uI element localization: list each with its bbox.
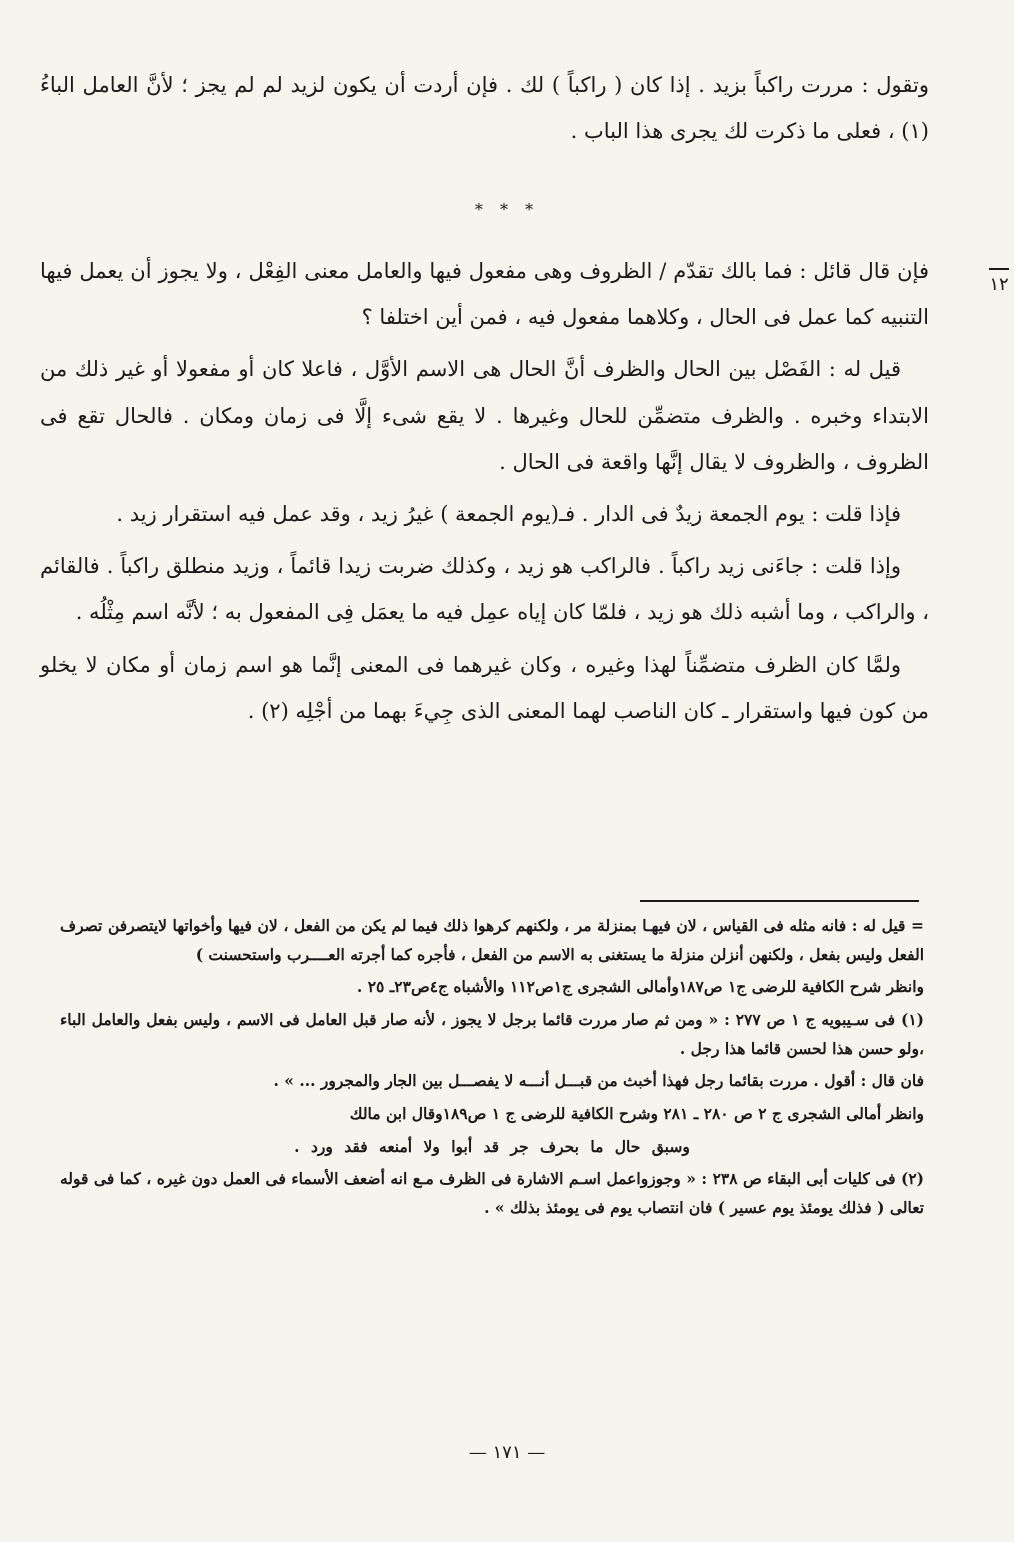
footnote-reference-1: وانظر شرح الكافية للرضى ج١ ص١٨٧وأمالى الشجرى ج١ص١١٢ والأشباه ج٤ص٢٣ـ ٢٥ . <box>356 977 924 997</box>
footnote-2: (٢) فى كليات أبى البقاء ص ٢٣٨ : « وجوزواعمل اسـم الاشارة فى الظرف مـع انه أضعف الأسماء فى العمل دون غيره ، كما فى قوله تعالى ( فذلك يومئذ يوم عسير ) فان انتصاب يوم فى يومئذ بذلك » . <box>60 1169 925 1218</box>
main-paragraph-2: فإن قال قائل : فما بالك تقدّم / الظروف وهى مفعول فيها والعامل معنى الفِعْل ، ولا يجوز أن يعمل فيها التنبيه كما عمل فى الحال ، وكلاهما مفعول فيه ، فمن أين اختلفا ؟ <box>40 259 929 330</box>
footnote-1-verse: وسبق حال ما بحرف جر قد أبوا ولا أمنعه فقد ورد . <box>294 1136 690 1156</box>
footnote-1-reference: وانظر أمالى الشجرى ج ٢ ص ٢٨٠ ـ ٢٨١ وشرح الكافية للرضى ج ١ ص١٨٩وقال ابن مالك <box>349 1104 924 1124</box>
main-text-block-2 <box>40 248 929 740</box>
main-paragraph-5: وإذا قلت : جاءَنى زيد راكباً . فالراكب هو زيد ، وكذلك ضربت زيدا قائماً ، وزيد منطلق راكباً . فالقائم ، والراكب ، وما أشبه ذلك هو زيد ، فلمّا كان إياه عمِل فيه ما يعمَل فِى المفعول به ؛ لأنَّه اسم مِثْلُه . <box>40 554 929 625</box>
footnote-1-continuation: فان قال : أقول . مررت بقائما رجل فهذا أخبث من قبـــل أنـــه لا يفصـــل بين الجار والمجرور ... » . <box>273 1071 924 1091</box>
page-number: — ١٧١ — <box>468 1442 546 1463</box>
footnote-continuation: = قيل له : فانه مثله فى القياس ، لان فيهـا بمنزلة مر ، ولكنهم كرهوا ذلك فيما لم يكن من الفعل ، لان فيها وأخواتها لايتصرفن تصرف الفعل وليس بفعل ، ولكنهن أنزلن منزلة ما يستغنى به الاسم من الفعل ، فأجره كما أجرته العــــرب واستحسنت ) <box>60 916 924 964</box>
margin-page-number-text: ١٢ <box>989 274 1009 295</box>
main-paragraph-6: ولمَّا كان الظرف متضمِّناً لهذا وغيره ، وكان غيرهما فى المعنى إنَّما هو اسم زمان أو مكان لا يخلو من كون فيها واستقرار ـ كان الناصب لهما المعنى الذى جِيءَ بهما من أجْلِه (٢) . <box>40 652 929 723</box>
section-separator: * * * <box>474 200 540 219</box>
footnote-divider <box>640 900 919 902</box>
margin-page-number <box>988 262 1010 295</box>
footnotes <box>60 912 924 1227</box>
main-text-block-1 <box>40 62 929 160</box>
main-paragraph-1: وتقول : مررت راكباً بزيد . إذا كان ( راكباً ) لك . فإن أردت أن يكون لزيد لم لم يجز ؛ لأنَّ العامل الباءُ (١) ، فعلى ما ذكرت لك يجرى هذا الباب . <box>40 73 929 144</box>
footnote-1: (١) فى سـيبويه ج ١ ص ٢٧٧ : « ومن ثم صار مررت قائما برجل لا يجوز ، لأنه صار قبل العامل فى الاسم ، وليس بفعل والعامل الباء ،ولو حسن هذا لحسن قائما هذا رجل . <box>60 1010 924 1058</box>
main-paragraph-3: قيل له : الفَصْل بين الحال والظرف أنَّ الحال هى الاسم الأوَّل ، فاعلا كان أو مفعولا أو غير ذلك من الابتداء وخبره . والظرف متضمِّن للحال وغيرها . لا يقع شىء إلَّا فى زمان ومكان . فالحال تقع فى الظروف ، والظروف لا يقال إنَّها واقعة فى الحال . <box>40 357 929 474</box>
main-paragraph-4: فإذا قلت : يوم الجمعة زيدٌ فى الدار . فـ(يوم الجمعة ) غيرُ زيد ، وقد عمل فيه استقرار زيد . <box>116 501 901 526</box>
margin-rule <box>989 268 1009 270</box>
